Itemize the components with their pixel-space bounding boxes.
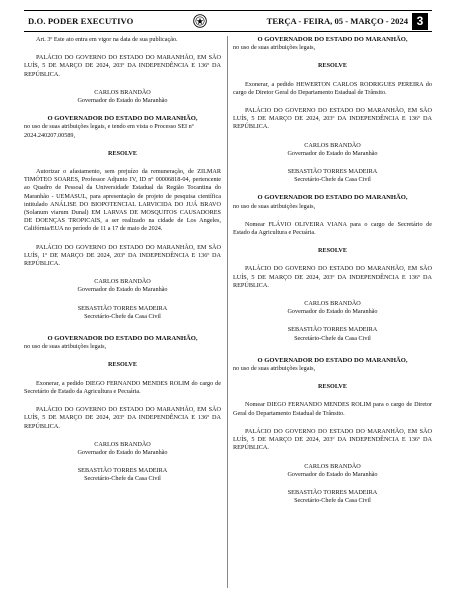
signature-name: SEBASTIÃO TORRES MADEIRA bbox=[287, 326, 378, 334]
right-column bbox=[233, 36, 432, 588]
page-header bbox=[24, 10, 432, 32]
signature-role: Governador do Estado do Maranhão bbox=[77, 448, 168, 456]
signature-role: Governador do Estado do Maranhão bbox=[77, 97, 168, 105]
signature-role: Secretário-Chefe da Casa Civil bbox=[294, 176, 371, 184]
issue-date: TERÇA - FEIRA, 05 - MARÇO - 2024 bbox=[266, 16, 408, 26]
signature-name: CARLOS BRANDÃO bbox=[304, 141, 361, 149]
governor-preamble: no uso de suas atribuições legais, bbox=[233, 202, 316, 210]
signature-role: Governador do Estado do Maranhão bbox=[287, 149, 378, 157]
governor-heading: O GOVERNADOR DO ESTADO DO MARANHÃO, bbox=[47, 335, 198, 343]
signature-role: Governador do Estado do Maranhão bbox=[77, 286, 168, 294]
resolve-heading: RESOLVE bbox=[317, 383, 347, 391]
article-3: Art. 3º Este ato entra em vigor na data de sua publicação. bbox=[36, 36, 178, 43]
left-column bbox=[24, 36, 221, 588]
resolution-body: Nomear DIEGO FERNANDO MENDES ROLIM para o cargo de Diretor Geral do Departamento Estadual de Trânsito. bbox=[233, 401, 432, 417]
resolve-heading: RESOLVE bbox=[317, 247, 347, 255]
signature-name: CARLOS BRANDÃO bbox=[94, 440, 151, 448]
palace-statement: PALÁCIO DO GOVERNO DO ESTADO DO MARANHÃO, EM SÃO LUÍS, 1º DE MARÇO DE 2024, 203º DA INDEPENDÊNCIA E 136º DA REPÚBLICA. bbox=[24, 243, 221, 268]
resolution-body: Autorizar o afastamento, sem prejuízo da remuneração, de ZILMAR TIMÓTEO SOARES, Professor Adjunto IV, ID nº 00006818-04, pertencente ao Quadro de Pessoal da Universidade Estadual da Região Tocantina do Maranhão - UEMASUL, para apresentação de projeto de pesquisa científica intitulado ANÁLISE DO BIOPOTENCIAL LARVICIDA DO JUÁ BRAVO (Solanum viarum Dunal) EM LARVAS DE MOSQUITOS CAUSADORES DE DOENÇAS TROPICAIS, a ser realizado na cidade de Los Angeles, Califórnia/EUA no período de 11 a 17 de maio de 2024. bbox=[24, 168, 221, 233]
signature-name: SEBASTIÃO TORRES MADEIRA bbox=[77, 467, 168, 475]
signature-name: SEBASTIÃO TORRES MADEIRA bbox=[287, 488, 378, 496]
signature-name: CARLOS BRANDÃO bbox=[304, 300, 361, 308]
signature-role: Secretário-Chefe da Casa Civil bbox=[84, 475, 161, 483]
resolve-heading: RESOLVE bbox=[107, 361, 137, 369]
signature-name: CARLOS BRANDÃO bbox=[304, 462, 361, 470]
signature-name: CARLOS BRANDÃO bbox=[94, 278, 151, 286]
signature-name: CARLOS BRANDÃO bbox=[94, 88, 151, 96]
issue-date-block bbox=[267, 13, 432, 30]
column-divider bbox=[227, 36, 228, 588]
governor-heading: O GOVERNADOR DO ESTADO DO MARANHÃO, bbox=[47, 115, 198, 123]
palace-statement: PALÁCIO DO GOVERNO DO ESTADO DO MARANHÃO, EM SÃO LUÍS, 5 DE MARÇO DE 2024, 203º DA INDEPENDÊNCIA E 136º DA REPÚBLICA. bbox=[24, 54, 221, 78]
governor-heading: O GOVERNADOR DO ESTADO DO MARANHÃO, bbox=[257, 356, 408, 364]
governor-preamble: no uso de suas atribuições legais, bbox=[233, 44, 316, 52]
governor-preamble: no uso de suas atribuições legais, bbox=[233, 365, 316, 373]
resolution-body: Exonerar, a pedido HEWERTON CARLOS RODRIGUES PEREIRA do cargo de Diretor Geral do Departamento Estadual de Trânsito. bbox=[233, 80, 432, 96]
governor-heading: O GOVERNADOR DO ESTADO DO MARANHÃO, bbox=[257, 36, 408, 43]
resolution-body: Exonerar, a pedido DIEGO FERNANDO MENDES ROLIM do cargo de Secretário de Estado da Agricultura e Pecuária. bbox=[24, 379, 221, 395]
resolution-body: Nomear FLÁVIO OLIVEIRA VIANA para o cargo de Secretário de Estado da Agricultura e Pecuária. bbox=[233, 220, 432, 237]
signature-role: Secretário-Chefe da Casa Civil bbox=[84, 312, 161, 320]
signature-role: Governador do Estado do Maranhão bbox=[287, 308, 378, 316]
signature-name: SEBASTIÃO TORRES MADEIRA bbox=[77, 304, 168, 312]
state-seal-icon bbox=[133, 14, 266, 28]
signature-role: Secretário-Chefe da Casa Civil bbox=[294, 334, 371, 342]
palace-statement: PALÁCIO DO GOVERNO DO ESTADO DO MARANHÃO, EM SÃO LUÍS, 5 DE MARÇO DE 2024, 203º DA INDEPENDÊNCIA E 136º DA REPÚBLICA. bbox=[233, 427, 432, 452]
palace-statement: PALÁCIO DO GOVERNO DO ESTADO DO MARANHÃO, EM SÃO LUÍS, 5 DE MARÇO DE 2024, 203º DA INDEPENDÊNCIA E 136º DA REPÚBLICA. bbox=[233, 107, 432, 131]
palace-statement: PALÁCIO DO GOVERNO DO ESTADO DO MARANHÃO, EM SÃO LUÍS, 5 DE MARÇO DE 2024, 203º DA INDEPENDÊNCIA E 136º DA REPÚBLICA. bbox=[233, 265, 432, 289]
signature-role: Governador do Estado do Maranhão bbox=[287, 470, 378, 478]
palace-statement: PALÁCIO DO GOVERNO DO ESTADO DO MARANHÃO, EM SÃO LUÍS, 5 DE MARÇO DE 2024, 203º DA INDEPENDÊNCIA E 136º DA REPÚBLICA. bbox=[24, 406, 221, 430]
resolve-heading: RESOLVE bbox=[317, 62, 347, 70]
governor-preamble: no uso de suas atribuições legais, bbox=[24, 343, 107, 351]
resolve-heading: RESOLVE bbox=[107, 149, 137, 157]
governor-heading: O GOVERNADOR DO ESTADO DO MARANHÃO, bbox=[257, 194, 408, 202]
signature-name: SEBASTIÃO TORRES MADEIRA bbox=[287, 168, 378, 176]
publication-title: D.O. PODER EXECUTIVO bbox=[28, 16, 134, 26]
page-number: 3 bbox=[412, 13, 428, 30]
governor-preamble: no uso de suas atribuições legais, e tendo em vista o Processo SEI nº 2024.240207.00589, bbox=[24, 123, 194, 139]
signature-role: Secretário-Chefe da Casa Civil bbox=[294, 497, 371, 505]
